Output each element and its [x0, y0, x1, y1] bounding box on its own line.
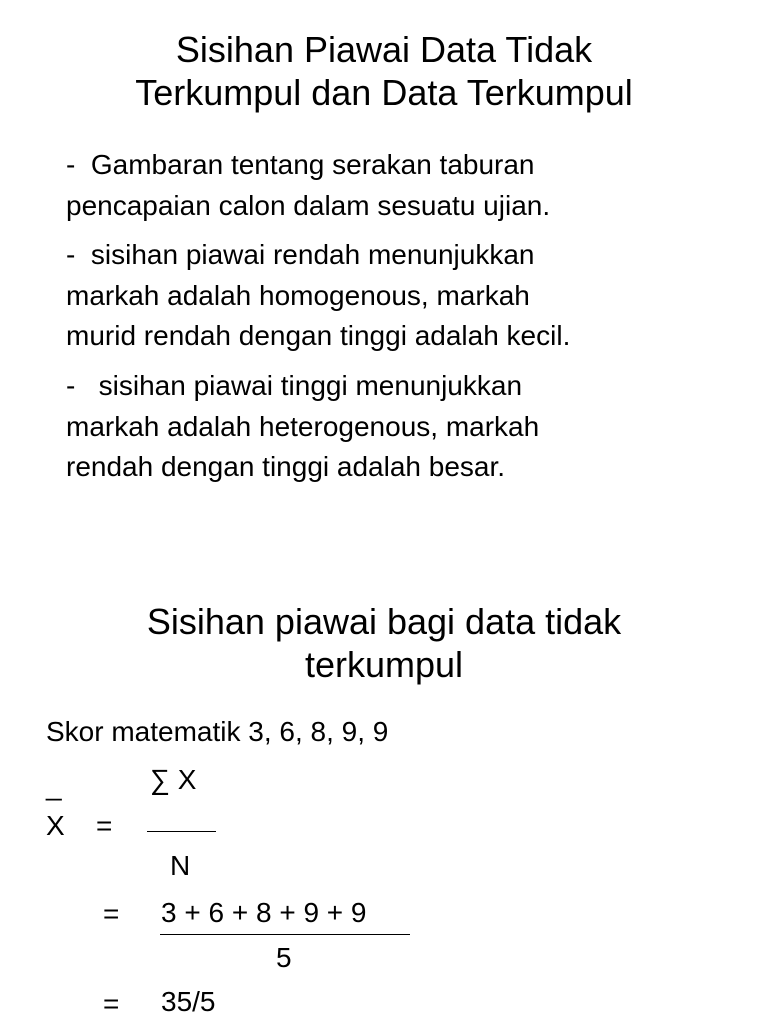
slide1-title-line-2: Terkumpul dan Data Terkumpul	[135, 72, 633, 114]
bullet-point-1-line-1: - Gambaran tentang serakan taburan	[66, 149, 535, 180]
bullet-point-3-line-1: - sisihan piawai tinggi menunjukkan	[66, 370, 523, 401]
bullet-point-3-line-2: markah adalah heterogenous, markah	[66, 410, 540, 442]
slide2-title-line-1: Sisihan piawai bagi data tidak	[146, 601, 622, 642]
mean-bar: _	[46, 770, 62, 801]
expanded-denominator: 5	[276, 942, 292, 973]
bullet-point-2-line-2: markah adalah homogenous, markah	[66, 279, 530, 311]
slide2-title-line-2: terkumpul	[304, 644, 464, 686]
fraction-bar-1	[147, 831, 216, 832]
bullet-point-2-line-1: - sisihan piawai rendah menunjukkan	[66, 239, 535, 270]
denominator-n: N	[170, 850, 191, 881]
slide1-title	[0, 28, 768, 114]
expanded-numerator: 3 + 6 + 8 + 9 + 9	[161, 897, 367, 928]
slide1-title-line-1: Sisihan Piawai Data Tidak	[175, 29, 593, 70]
bullet-point-3-line-3: rendah dengan tinggi adalah besar.	[66, 451, 506, 483]
bullet-point-3	[66, 366, 539, 488]
equals-sign-2: =	[103, 898, 120, 929]
mean-symbol: X	[46, 810, 65, 841]
equals-sign-3: =	[103, 988, 120, 1019]
result-value: 35/5	[161, 986, 216, 1017]
fraction-bar-2	[160, 934, 410, 935]
bullet-point-1-line-2: pencapaian calon dalam sesuatu ujian.	[66, 189, 551, 221]
bullet-point-2-line-3: murid rendah dengan tinggi adalah kecil.	[66, 320, 571, 352]
bullet-point-1	[66, 145, 550, 226]
scores-line: Skor matematik 3, 6, 8, 9, 9	[46, 716, 389, 747]
bullet-point-2	[66, 235, 570, 357]
slide2-title	[0, 600, 768, 686]
sum-numerator: ∑ X	[150, 764, 197, 795]
equals-sign-1: =	[96, 810, 113, 841]
